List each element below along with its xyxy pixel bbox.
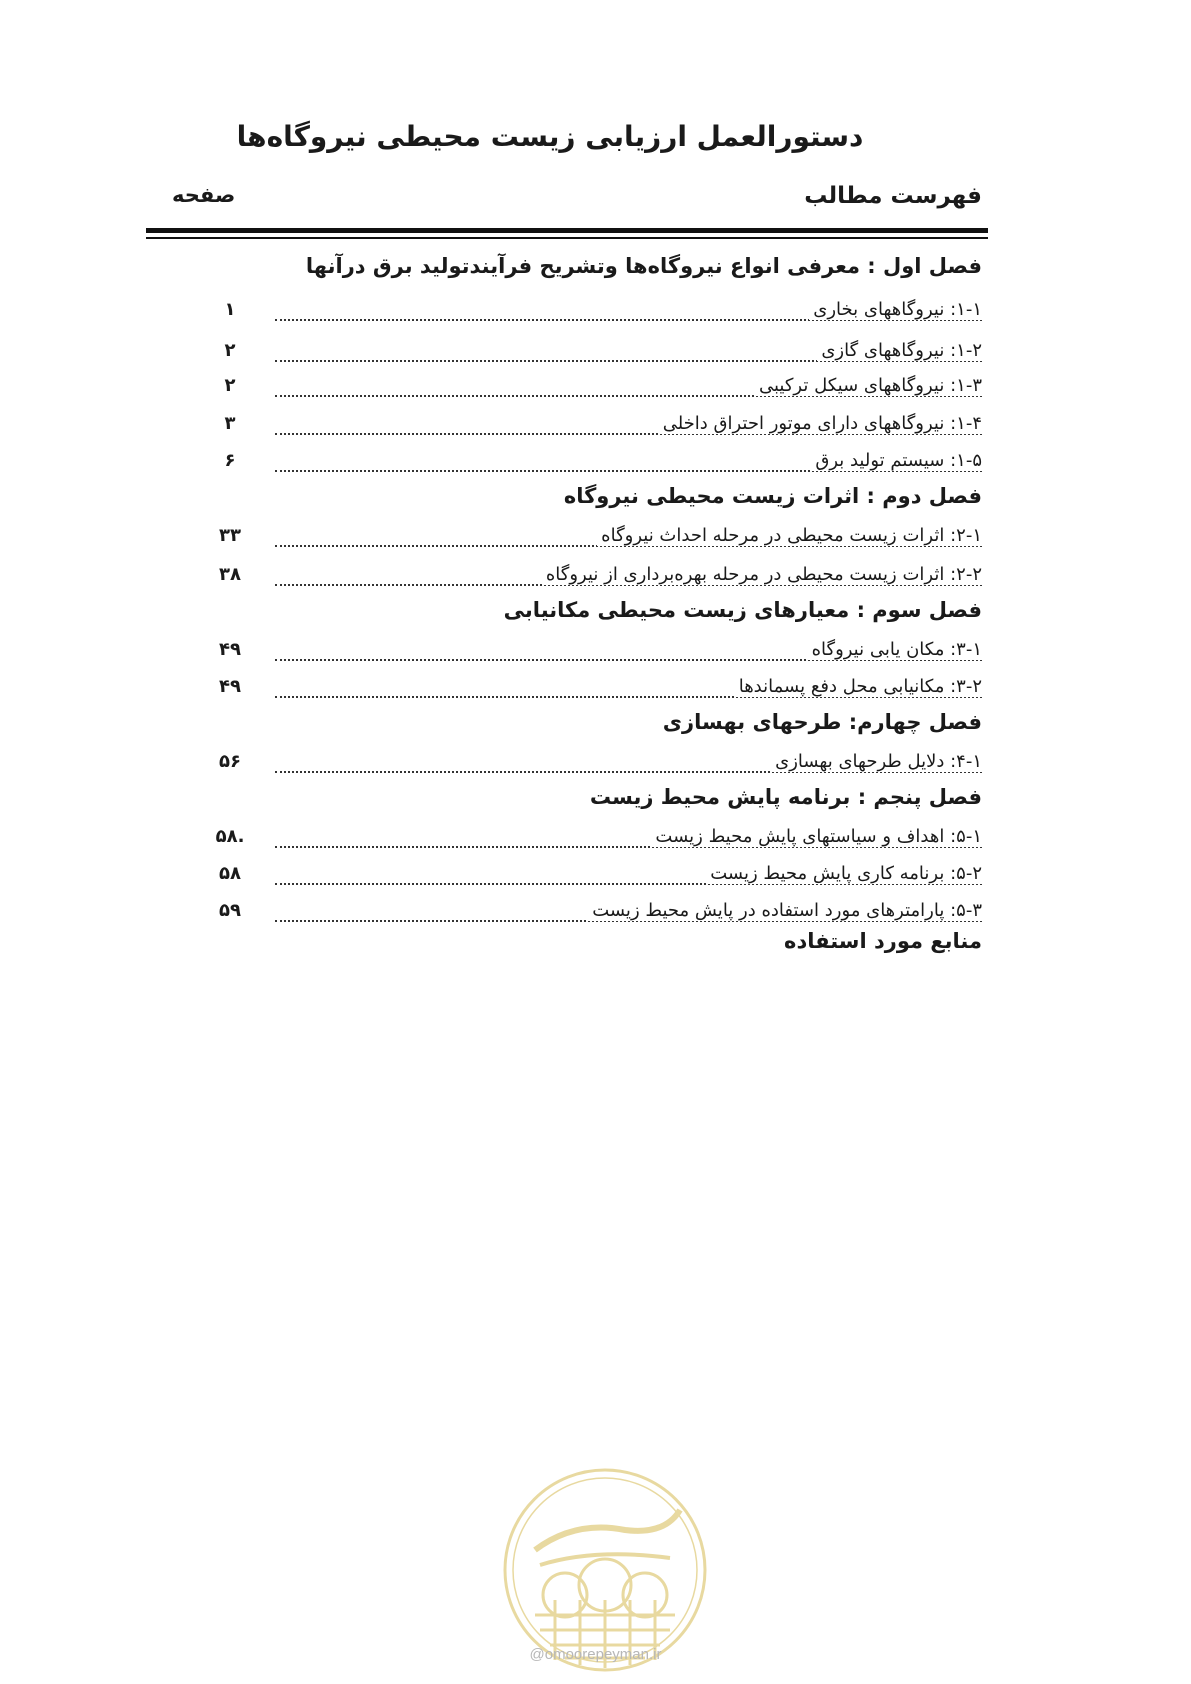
toc-entry[interactable] — [200, 751, 982, 781]
toc-entry-page: ۵۸ — [219, 863, 241, 884]
chapter-4-title: فصل چهارم: طرحهای بهسازی — [662, 710, 982, 734]
toc-entry-page: ۳۸ — [219, 564, 241, 585]
toc-entry-title: ۱-۴: نیروگاههای دارای موتور احتراق داخلی — [659, 413, 982, 434]
toc-entry-title: ۴-۱: دلایل طرحهای بهسازی — [771, 751, 982, 772]
toc-entry-page: ۵۹ — [219, 900, 241, 921]
header-rule-thin — [146, 237, 988, 239]
page-column-heading: صفحه — [172, 183, 236, 207]
toc-entry-page: ۵۸. — [215, 826, 245, 847]
toc-entry-page: ۶ — [224, 450, 236, 471]
references-heading: منابع مورد استفاده — [784, 929, 982, 953]
toc-entry-title: ۱-۱: نیروگاههای بخاری — [809, 299, 982, 320]
toc-entry[interactable] — [200, 639, 982, 669]
toc-entry-title: ۳-۲: مکانیابی محل دفع پسماندها — [735, 676, 982, 697]
toc-entry-title: ۱-۲: نیروگاههای گازی — [817, 340, 982, 361]
document-title: دستورالعمل ارزیابی زیست محیطی نیروگاه‌ها — [236, 120, 864, 153]
toc-entry-title: ۵-۳: پارامترهای مورد استفاده در پایش محیط زیست — [588, 900, 982, 921]
toc-entry-title: ۵-۱: اهداف و سیاستهای پایش محیط زیست — [651, 826, 982, 847]
toc-entry-page: ۴۹ — [219, 676, 241, 697]
toc-entry[interactable] — [200, 413, 982, 443]
toc-entry[interactable] — [200, 863, 982, 893]
toc-header-row — [150, 183, 982, 223]
toc-entry[interactable] — [200, 299, 982, 329]
toc-entry-page: ۲ — [224, 340, 236, 361]
toc-entry-page: ۳ — [224, 413, 236, 434]
chapter-5-title: فصل پنجم : برنامه پایش محیط زیست — [589, 785, 982, 809]
chapter-2-title: فصل دوم : اثرات زیست محیطی نیروگاه — [563, 484, 982, 508]
toc-entry[interactable] — [200, 900, 982, 930]
toc-entry-page: ۴۹ — [219, 639, 241, 660]
toc-entry-title: ۲-۲: اثرات زیست محیطی در مرحله بهره‌برداری از نیروگاه — [542, 564, 982, 585]
toc-entry-page: ۱ — [224, 299, 236, 320]
chapter-3-title: فصل سوم : معیارهای زیست محیطی مکانیابی — [503, 598, 982, 622]
header-rule-thick — [146, 228, 988, 233]
toc-entry[interactable] — [200, 564, 982, 594]
toc-entry-title: ۵-۲: برنامه کاری پایش محیط زیست — [706, 863, 982, 884]
toc-entry-title: ۲-۱: اثرات زیست محیطی در مرحله احداث نیروگاه — [597, 525, 982, 546]
toc-entry-title: ۳-۱: مکان یابی نیروگاه — [808, 639, 982, 660]
toc-entry-page: ۵۶ — [219, 751, 241, 772]
toc-heading: فهرست مطالب — [804, 183, 982, 209]
toc-entry[interactable] — [200, 525, 982, 555]
toc-entry[interactable] — [200, 450, 982, 480]
toc-entry-title: ۱-۳: نیروگاههای سیکل ترکیبی — [755, 375, 982, 396]
toc-entry[interactable] — [200, 375, 982, 405]
toc-entry-page: ۳۳ — [219, 525, 241, 546]
watermark-url: @omoorepeyman.ir — [529, 1646, 662, 1663]
toc-entry[interactable] — [200, 340, 982, 370]
toc-entry[interactable] — [200, 676, 982, 706]
toc-entry-title: ۱-۵: سیستم تولید برق — [811, 450, 982, 471]
toc-entry-page: ۲ — [224, 375, 236, 396]
toc-entry[interactable] — [200, 826, 982, 856]
chapter-1-title: فصل اول : معرفی انواع نیروگاه‌ها وتشریح فرآیندتولید برق درآنها — [305, 254, 982, 278]
